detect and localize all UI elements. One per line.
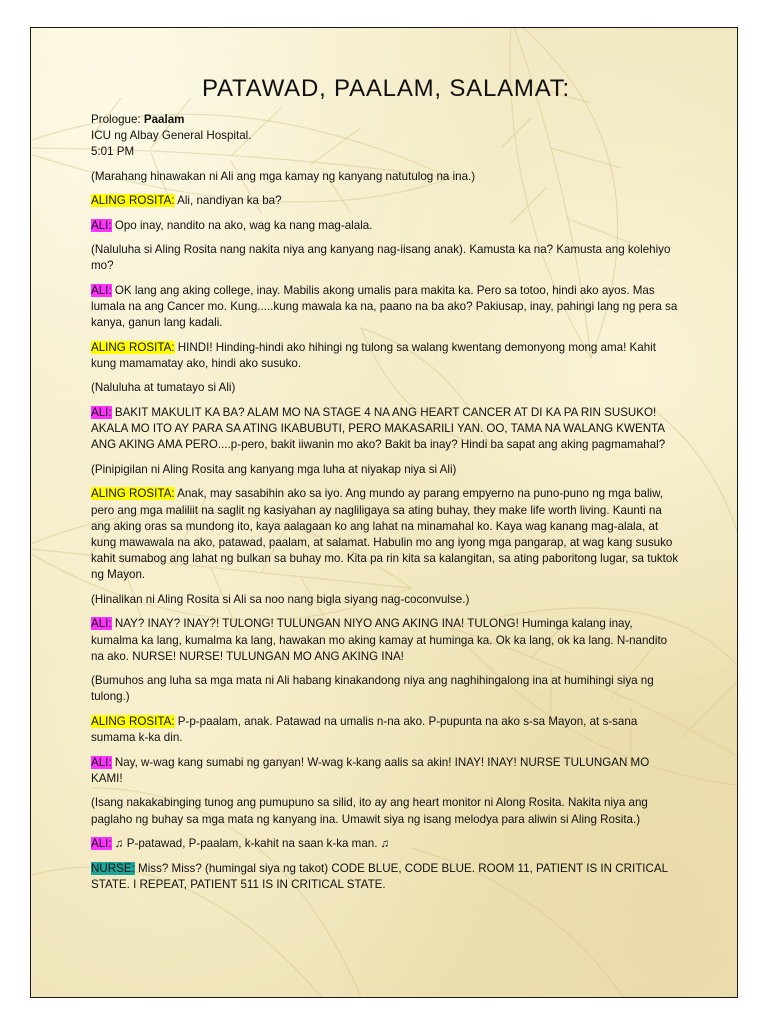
document-body: [91, 74, 681, 901]
paragraph-text: (Isang nakakabinging tunog ang pumupuno sa silid, ito ay ang heart monitor ni Along Rosita. Nakita niya ang paglaho ng buhay sa mga mata ng kanyang ina. Umawit siya ng isang melodya para aliwin si Aling Rosita.): [91, 796, 648, 826]
speaker-ali: ALI:: [91, 617, 112, 631]
speaker-nurse: NURSE:: [91, 861, 135, 875]
speaker-ali: ALI:: [91, 755, 112, 769]
stage-direction: [91, 592, 681, 608]
paragraph-text: Nay, w-wag kang sumabi ng ganyan! W-wag k-kang aalis sa akin! INAY! INAY! NURSE TULUNGAN MO KAMI!: [91, 755, 650, 785]
paragraph-text: Ali, nandiyan ka ba?: [174, 194, 282, 208]
stage-direction: [91, 242, 681, 274]
paragraph-text: OK lang ang aking college, inay. Mabilis akong umalis para makita ka. Pero sa totoo, hindi ako ayos. Mas lumala na ang Cancer mo. Kung.....kung mawala ka na, paano na ba ako? Pakiusap, inay, pahingi lang ng pera sa kanya, ganun lang kadali.: [91, 283, 678, 330]
speaker-aling-rosita: ALING ROSITA:: [91, 340, 175, 354]
stage-direction: [91, 169, 681, 185]
speaker-ali: ALI:: [91, 283, 112, 297]
speaker-aling-rosita: ALING ROSITA:: [91, 714, 175, 728]
dialogue-line: [91, 405, 681, 454]
dialogue-line: [91, 616, 681, 665]
dialogue-line: [91, 861, 681, 893]
dialogue-line: [91, 755, 681, 787]
stage-direction: [91, 673, 681, 705]
location-line: ICU ng Albay General Hospital.: [91, 129, 252, 143]
speaker-ali: ALI:: [91, 218, 112, 232]
paragraph-text: (Bumuhos ang luha sa mga mata ni Ali habang kinakandong niya ang naghihingalong ina at humihingi siya ng tulong.): [91, 674, 654, 704]
paragraph-text: (Naluluha si Aling Rosita nang nakita niya ang kanyang nag-iisang anak). Kamusta ka na? Kamusta ang kolehiyo mo?: [91, 243, 671, 273]
paragraph-text: (Naluluha at tumatayo si Ali): [91, 381, 236, 395]
paragraph-text: BAKIT MAKULIT KA BA? ALAM MO NA STAGE 4 NA ANG HEART CANCER AT DI KA PA RIN SUSUKO! AKALA MO ITO AY PARA SA ATING IKABUBUTI, PERO MAKASARILI YAN. OO, TAMA NA WALANG KWENTA ANG AKING AMA PERO....p-pero, bakit iiwanin mo ako? Bakit ba inay? Hindi ba sapat ang aking pagmamahal?: [91, 405, 666, 452]
paragraph-text: HINDI! Hinding-hindi ako hihingi ng tulong sa walang kwentang demonyong mong ama! Kahit kung mamamatay ako, hindi ako susuko.: [91, 340, 656, 370]
prologue-label: Prologue:: [91, 113, 141, 126]
dialogue-line: [91, 218, 681, 234]
prologue-header: [91, 112, 681, 161]
paragraph-text: ♫ P-patawad, P-paalam, k-kahit na saan k-ka man. ♫: [111, 837, 390, 851]
document-page: [30, 27, 738, 998]
paragraph-text: Anak, may sasabihin ako sa iyo. Ang mundo ay parang empyerno na puno-puno ng mga baliw, pero ang mga maliliit na saglit ng kasiyahan ay nagliligaya sa ating buhay, they make life worth living. Kaunti na ang aking oras sa mundong ito, kaya aalagaan ko ang lahat na minamahal ko. Kaya wag kanang mag-alala, at kung mawawala na ako, patawad, paalam, at salamat. Habulin mo ang iyong mga pangarap, at wag kang susuko kahit sumabog ang lahat ng bulkan sa buhay mo. Kita pa rin kita sa kalangitan, sa ating paboritong lugar, sa tuktok ng Mayon.: [91, 487, 679, 582]
prologue-name: Paalam: [143, 113, 185, 126]
paragraph-text: (Marahang hinawakan ni Ali ang mga kamay ng kanyang natutulog na ina.): [91, 169, 476, 183]
stage-direction: [91, 380, 681, 396]
stage-direction: [91, 462, 681, 478]
dialogue-line: [91, 714, 681, 746]
speaker-aling-rosita: ALING ROSITA:: [91, 487, 175, 501]
paragraph-text: (Hinalikan ni Aling Rosita si Ali sa noo nang bigla siyang nag-coconvulse.): [91, 592, 470, 606]
paragraph-text: NAY? INAY? INAY?! TULONG! TULUNGAN NIYO ANG AKING INA! TULONG! Huminga kalang inay, kumalma ka lang, kumalma ka lang, hawakan mo aking kamay at huminga ka. Ok ka lang, ok ka lang. N-nandito na ako. NURSE! NURSE! TULUNGAN MO ANG AKING INA!: [91, 617, 668, 663]
speaker-aling-rosita: ALING ROSITA:: [91, 194, 175, 208]
dialogue-line: [91, 340, 681, 372]
dialogue-line: [91, 283, 681, 332]
paragraph-text: Opo inay, nandito na ako, wag ka nang mag-alala.: [111, 218, 373, 232]
speaker-ali: ALI:: [91, 405, 112, 419]
stage-direction: [91, 795, 681, 827]
dialogue-line: [91, 486, 681, 583]
time-line: 5:01 PM: [91, 145, 135, 159]
paragraph-text: (Pinipigilan ni Aling Rosita ang kanyang mga luha at niyakap niya si Ali): [91, 462, 457, 476]
speaker-ali: ALI:: [91, 837, 112, 851]
paragraph-text: P-p-paalam, anak. Patawad na umalis n-na ako. P-pupunta na ako s-sa Mayon, at s-sana sumama k-ka din.: [91, 714, 638, 745]
paragraph-text: Miss? Miss? (humingal siya ng takot) CODE BLUE, CODE BLUE. ROOM 11, PATIENT IS IN CRITICAL STATE. I REPEAT, PATIENT 511 IS IN CRITICAL STATE.: [91, 861, 668, 891]
dialogue-line: [91, 193, 681, 209]
prologue-line: [91, 112, 681, 128]
document-title: PATAWAD, PAALAM, SALAMAT:: [201, 75, 571, 102]
dialogue-line: [91, 836, 681, 852]
